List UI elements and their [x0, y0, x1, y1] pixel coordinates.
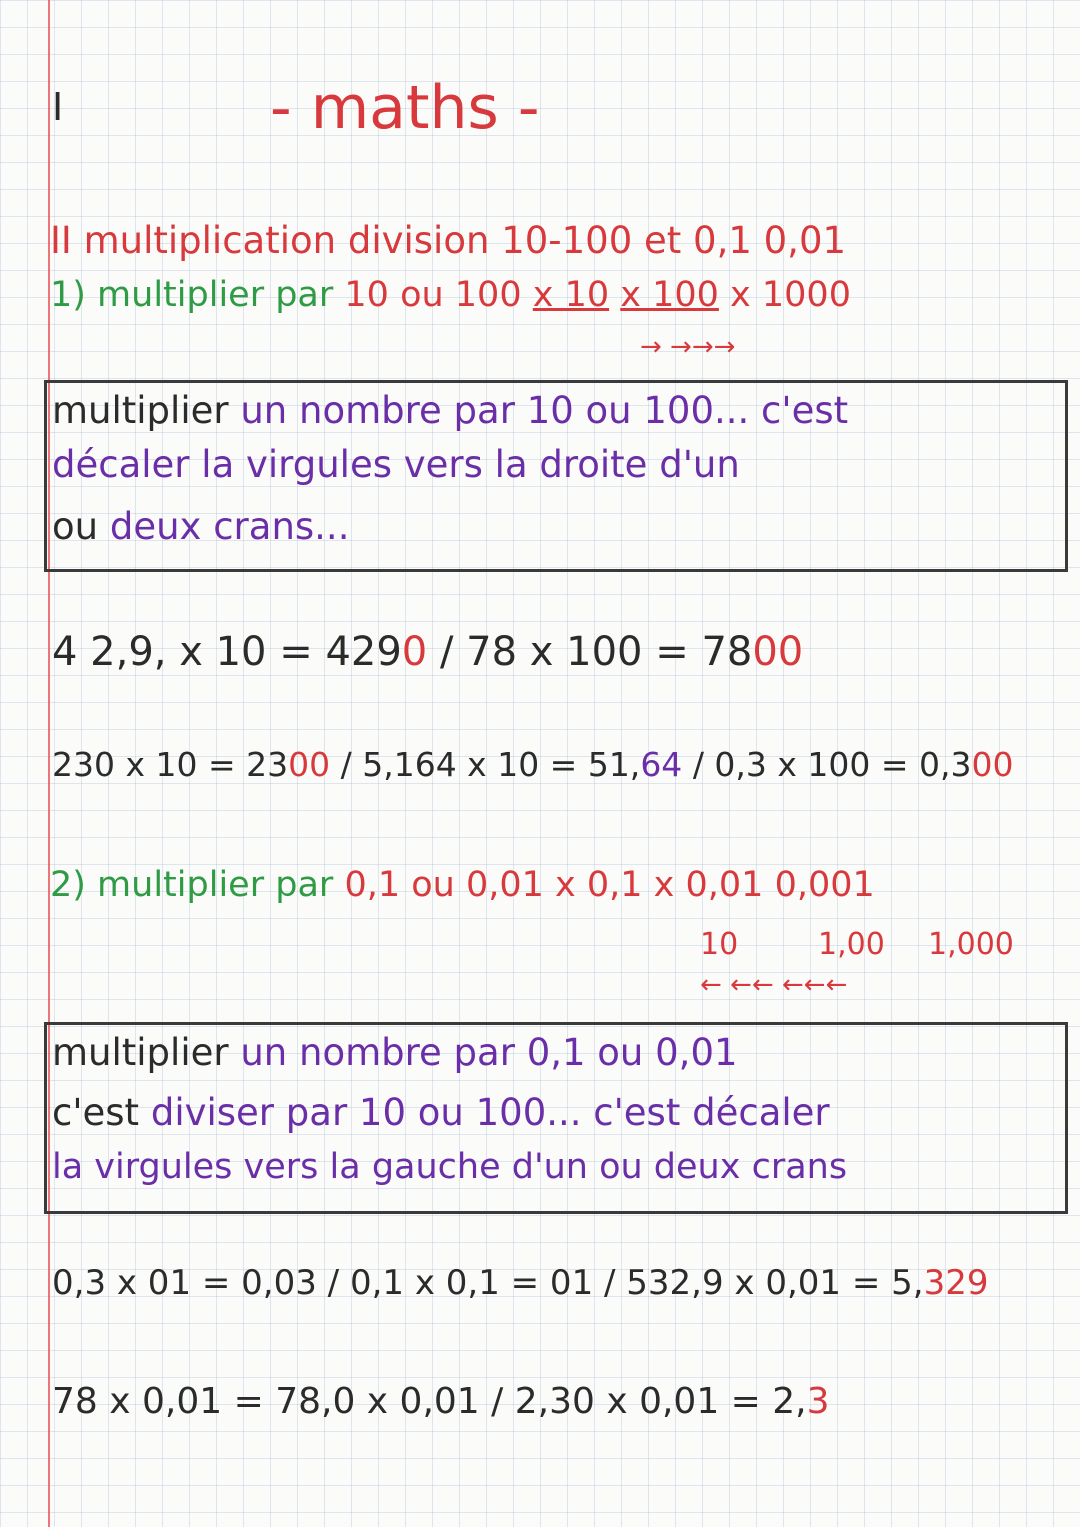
example2-row1	[52, 1263, 989, 1303]
rule2-text-1: un nombre par 0,1 ou 0,01	[240, 1031, 738, 1074]
sub2-op-3: 0,001	[774, 865, 875, 905]
sub1-label: 1) multiplier par	[50, 275, 334, 315]
ex1-r2-d: 64	[640, 745, 683, 784]
right-arrows: → →→→	[640, 332, 736, 362]
rule2-cest: c'est	[52, 1091, 140, 1134]
sub2-label: 2) multiplier	[50, 865, 265, 905]
roman-numeral: I	[52, 85, 64, 129]
ex1-r1-b: 0	[401, 629, 428, 675]
example1-row2	[52, 745, 1014, 784]
rule1-ou: ou	[52, 505, 99, 548]
rule1-text-1: un nombre par 10 ou 100... c'est	[240, 389, 849, 432]
ex2-r1-b: 329	[923, 1263, 989, 1303]
rule1-line1	[52, 389, 849, 432]
sub2-rest: 0,1 ou 0,01	[344, 865, 544, 905]
rule1-keyword: multiplier	[52, 389, 229, 432]
ex2-r2-a: 78 x 0,01 = 78,0 x 0,01 / 2,30 x 0,01 = 2,	[52, 1381, 807, 1422]
sub2-under-3: 1,000	[928, 927, 1014, 962]
rule2-line2	[52, 1091, 830, 1134]
rule2-line3: la virgules vers la gauche d'un ou deux crans	[52, 1147, 848, 1187]
example2-row2	[52, 1381, 830, 1422]
ex1-r1-c: / 78 x 100 = 78	[439, 629, 753, 675]
rule2-line1	[52, 1031, 738, 1074]
sub2-par: par	[275, 865, 334, 905]
ex2-r1-a: 0,3 x 01 = 0,03 / 0,1 x 0,1 = 01 / 532,9 x 0,01 = 5,	[52, 1263, 924, 1303]
sub1-line	[50, 275, 851, 315]
page-title: - maths -	[270, 73, 540, 143]
ex1-r2-f: 00	[971, 745, 1014, 784]
sub2-op-2: x 0,01	[653, 865, 764, 905]
sub2-line	[50, 865, 875, 905]
sub1-op-3: x 1000	[730, 275, 851, 315]
sub1-op-1: x 10	[532, 275, 610, 315]
rule1-line3	[52, 505, 350, 548]
sub1-op-2: x 100	[620, 275, 719, 315]
ex1-r2-b: 00	[288, 745, 331, 784]
rule1-line2: décaler la virgules vers la droite d'un	[52, 443, 740, 486]
ex1-r2-e: / 0,3 x 100 = 0,3	[692, 745, 972, 784]
sub2-op-1: x 0,1	[555, 865, 643, 905]
ex1-r2-c: / 5,164 x 10 = 51,	[340, 745, 641, 784]
example1-row1	[52, 629, 804, 675]
ex1-r1-d: 00	[752, 629, 804, 675]
ex2-r2-b: 3	[806, 1381, 830, 1422]
rule2-keyword: multiplier	[52, 1031, 229, 1074]
sub1-rest: 10 ou 100	[344, 275, 522, 315]
section-heading: II multiplication division 10-100 et 0,1 0,01	[50, 219, 847, 262]
ex1-r1-a: 4 2,9, x 10 = 429	[52, 629, 402, 675]
sub2-under-2: 1,00	[818, 927, 885, 962]
ex1-r2-a: 230 x 10 = 23	[52, 745, 289, 784]
rule1-text-3: deux crans...	[109, 505, 350, 548]
rule2-text-2: diviser par 10 ou 100... c'est décaler	[150, 1091, 830, 1134]
left-arrows: ← ←← ←←←	[700, 970, 848, 1000]
sub2-under-1: 10	[700, 927, 739, 962]
